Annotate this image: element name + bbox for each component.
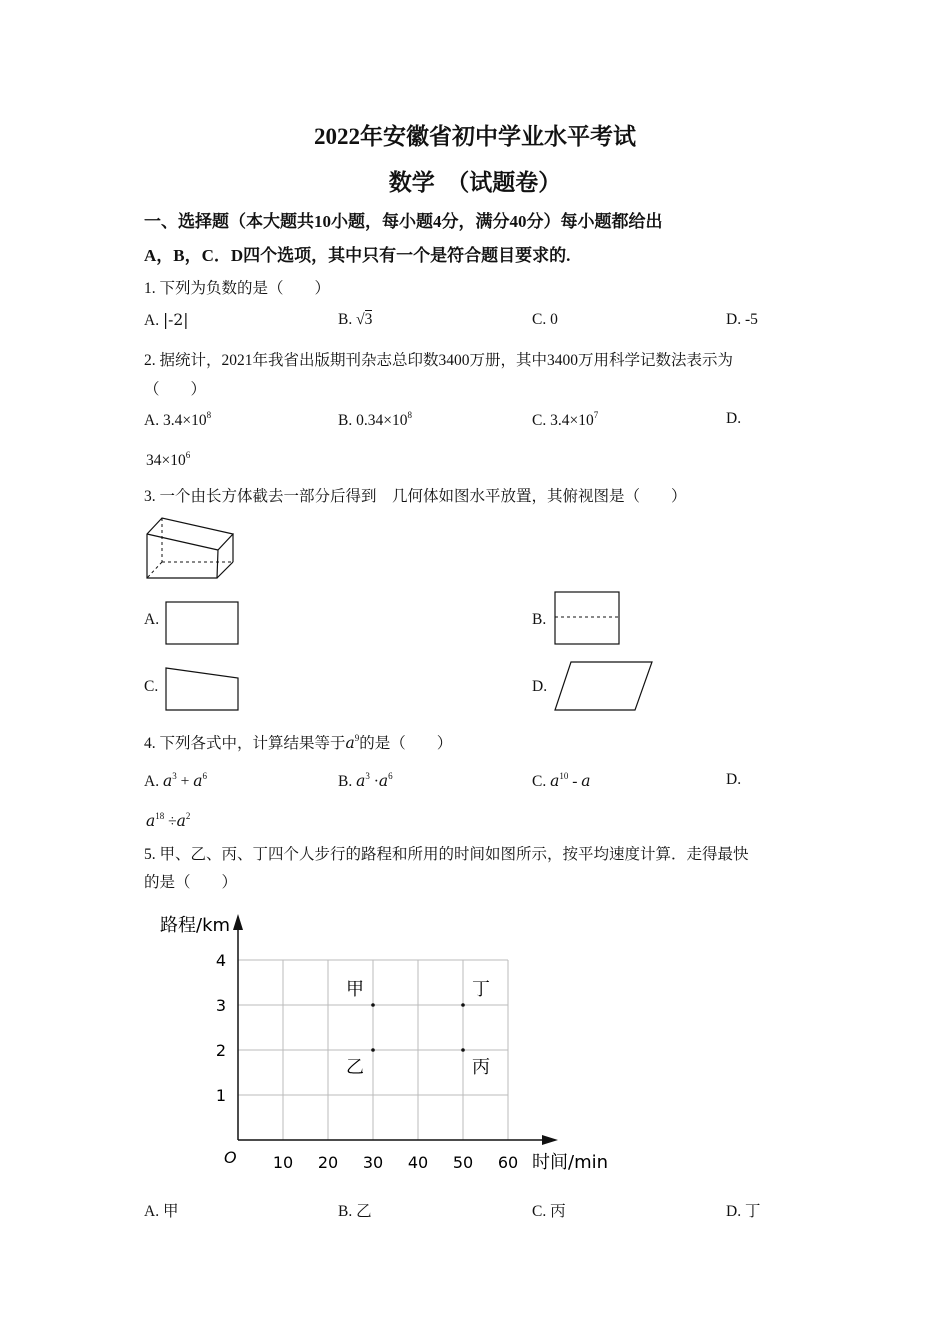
q4-option-d-value [146, 811, 190, 831]
q4-option-c [532, 771, 591, 791]
q1-option-a [144, 311, 189, 330]
expr-base: a [356, 772, 366, 790]
x-tick-label: 10 [272, 1153, 294, 1172]
expr-base: a [162, 772, 173, 790]
option-exponent: 7 [593, 410, 599, 420]
expr-exp: 10 [559, 771, 569, 781]
data-point [371, 1048, 375, 1052]
x-tick-label: 30 [362, 1153, 384, 1172]
q5-stem-line2: 的是（ ） [144, 874, 238, 891]
expr-exp: 3 [365, 771, 370, 781]
x-tick-label: 20 [317, 1153, 339, 1172]
option-value: 34×10 [146, 452, 186, 469]
q2-option-d-value [146, 450, 190, 470]
q5-option-a: A. 甲 [144, 1203, 179, 1220]
x-tick-label: 40 [407, 1153, 429, 1172]
abs-value-expression: |-2| [162, 311, 189, 329]
expr-exp: 2 [185, 811, 191, 821]
option-label: A. [144, 773, 160, 790]
q4-stem-exp: 9 [354, 733, 360, 743]
x-tick-label: 60 [497, 1153, 519, 1172]
option-value: 3.4×10 [550, 412, 594, 429]
sqrt-icon: √ [356, 311, 365, 328]
data-point-label: 甲 [346, 979, 364, 1000]
y-axis-label: 路程/km [160, 915, 231, 936]
option-label: B. [338, 412, 353, 429]
q3-option-a-figure [164, 600, 240, 646]
y-tick-label: 1 [215, 1086, 226, 1105]
expr-base: a [550, 772, 560, 790]
option-label: B. [338, 773, 353, 790]
y-tick-label: 2 [215, 1041, 226, 1060]
data-point-label: 丁 [472, 979, 490, 1000]
expr-base: a [378, 772, 389, 790]
expr-exp: 6 [388, 771, 393, 781]
y-tick-label: 4 [215, 951, 226, 970]
option-exponent: 6 [185, 450, 191, 460]
data-point-label: 丙 [472, 1057, 490, 1078]
q5-option-b: B. 乙 [338, 1203, 372, 1220]
option-value: -5 [744, 311, 758, 328]
q1-option-d [726, 311, 758, 329]
q5-option-c: C. 丙 [532, 1203, 566, 1220]
y-tick-label: 3 [215, 996, 226, 1015]
q1-option-c: C. 0 [532, 311, 558, 328]
section-instruction: A，B，C．D四个选项，其中只有一个是符合题目要求的. [144, 246, 571, 265]
expr-base: a [581, 772, 591, 790]
expr-base: a [193, 772, 203, 790]
q5-stem-line1: 5. 甲、乙、丙、丁四个人步行的路程和所用的时间如图所示，按平均速度计算．走得最快 [144, 846, 749, 863]
q4-stem-var: a [345, 734, 355, 752]
option-label: B. [338, 311, 353, 328]
expr-exp: 6 [202, 771, 207, 781]
sqrt-radicand: 3 [364, 311, 373, 328]
data-point [461, 1003, 465, 1007]
q3-option-d-label: D. [532, 678, 548, 695]
option-label: C. [532, 412, 547, 429]
option-exponent: 8 [206, 410, 212, 420]
page-subtitle: 数学 （试题卷） [388, 170, 562, 195]
q4-option-b [338, 771, 393, 791]
expr-op: · [369, 773, 379, 790]
option-exponent: 8 [407, 410, 412, 420]
distance-time-chart [140, 905, 620, 1180]
option-label: D. [726, 311, 742, 328]
q3-stem: 3. 一个由长方体截去一部分后得到 几何体如图水平放置，其俯视图是（ ） [144, 488, 687, 505]
option-label: A. [144, 412, 160, 429]
chart-axes [233, 914, 558, 1145]
q3-option-b-label: B. [532, 611, 547, 628]
section-heading: 一、选择题（本大题共10小题，每小题4分，满分40分）每小题都给出 [144, 212, 663, 231]
q2-stem-line1: 2. 据统计，2021年我省出版期刊杂志总印数3400万册，其中3400万用科学记数法表示为 [144, 352, 734, 369]
data-point-label: 乙 [346, 1057, 364, 1078]
expr-op: + [176, 773, 194, 790]
q4-option-a [144, 771, 207, 791]
data-point [371, 1003, 375, 1007]
q3-option-d-figure [553, 660, 655, 712]
data-point [461, 1048, 465, 1052]
q3-option-c-label: C. [144, 678, 159, 695]
expr-base: a [146, 812, 156, 830]
q2-option-a [144, 410, 211, 430]
expr-exp: 18 [155, 811, 165, 821]
q2-option-d-label: D. [726, 410, 742, 427]
q1-stem: 1. 下列为负数的是（ ） [144, 280, 331, 297]
expr-base: a [176, 812, 186, 830]
option-value: 3.4×10 [162, 412, 207, 429]
solid-figure [140, 512, 240, 584]
option-label: A. [144, 312, 160, 329]
q2-option-b [338, 410, 412, 430]
x-axis-label: 时间/min [532, 1152, 609, 1173]
q3-option-a-label: A. [144, 611, 160, 628]
q2-stem-line2: （ ） [144, 381, 207, 398]
x-tick-label: 50 [452, 1153, 474, 1172]
expr-op: ÷ [164, 813, 177, 830]
q3-option-c-figure [164, 666, 240, 712]
q4-stem-text: 4. 下列各式中，计算结果等于 [144, 735, 346, 752]
q2-option-c [532, 410, 598, 430]
q5-option-d: D. 丁 [726, 1203, 761, 1220]
option-label: C. [532, 773, 547, 790]
option-value: 0.34×10 [356, 412, 408, 429]
q4-option-d-label: D. [726, 771, 742, 788]
y-axis-arrow-icon [233, 914, 243, 930]
q4-stem [144, 731, 452, 753]
q3-option-b-figure [553, 590, 621, 646]
x-axis-arrow-icon [542, 1135, 558, 1145]
expr-exp: 3 [172, 771, 177, 781]
page-title: 2022年安徽省初中学业水平考试 [314, 124, 636, 149]
expr-op: - [568, 773, 582, 790]
origin-label: O [224, 1148, 237, 1167]
q4-stem-text-end: 的是（ ） [359, 735, 453, 752]
q1-option-b [338, 311, 372, 329]
